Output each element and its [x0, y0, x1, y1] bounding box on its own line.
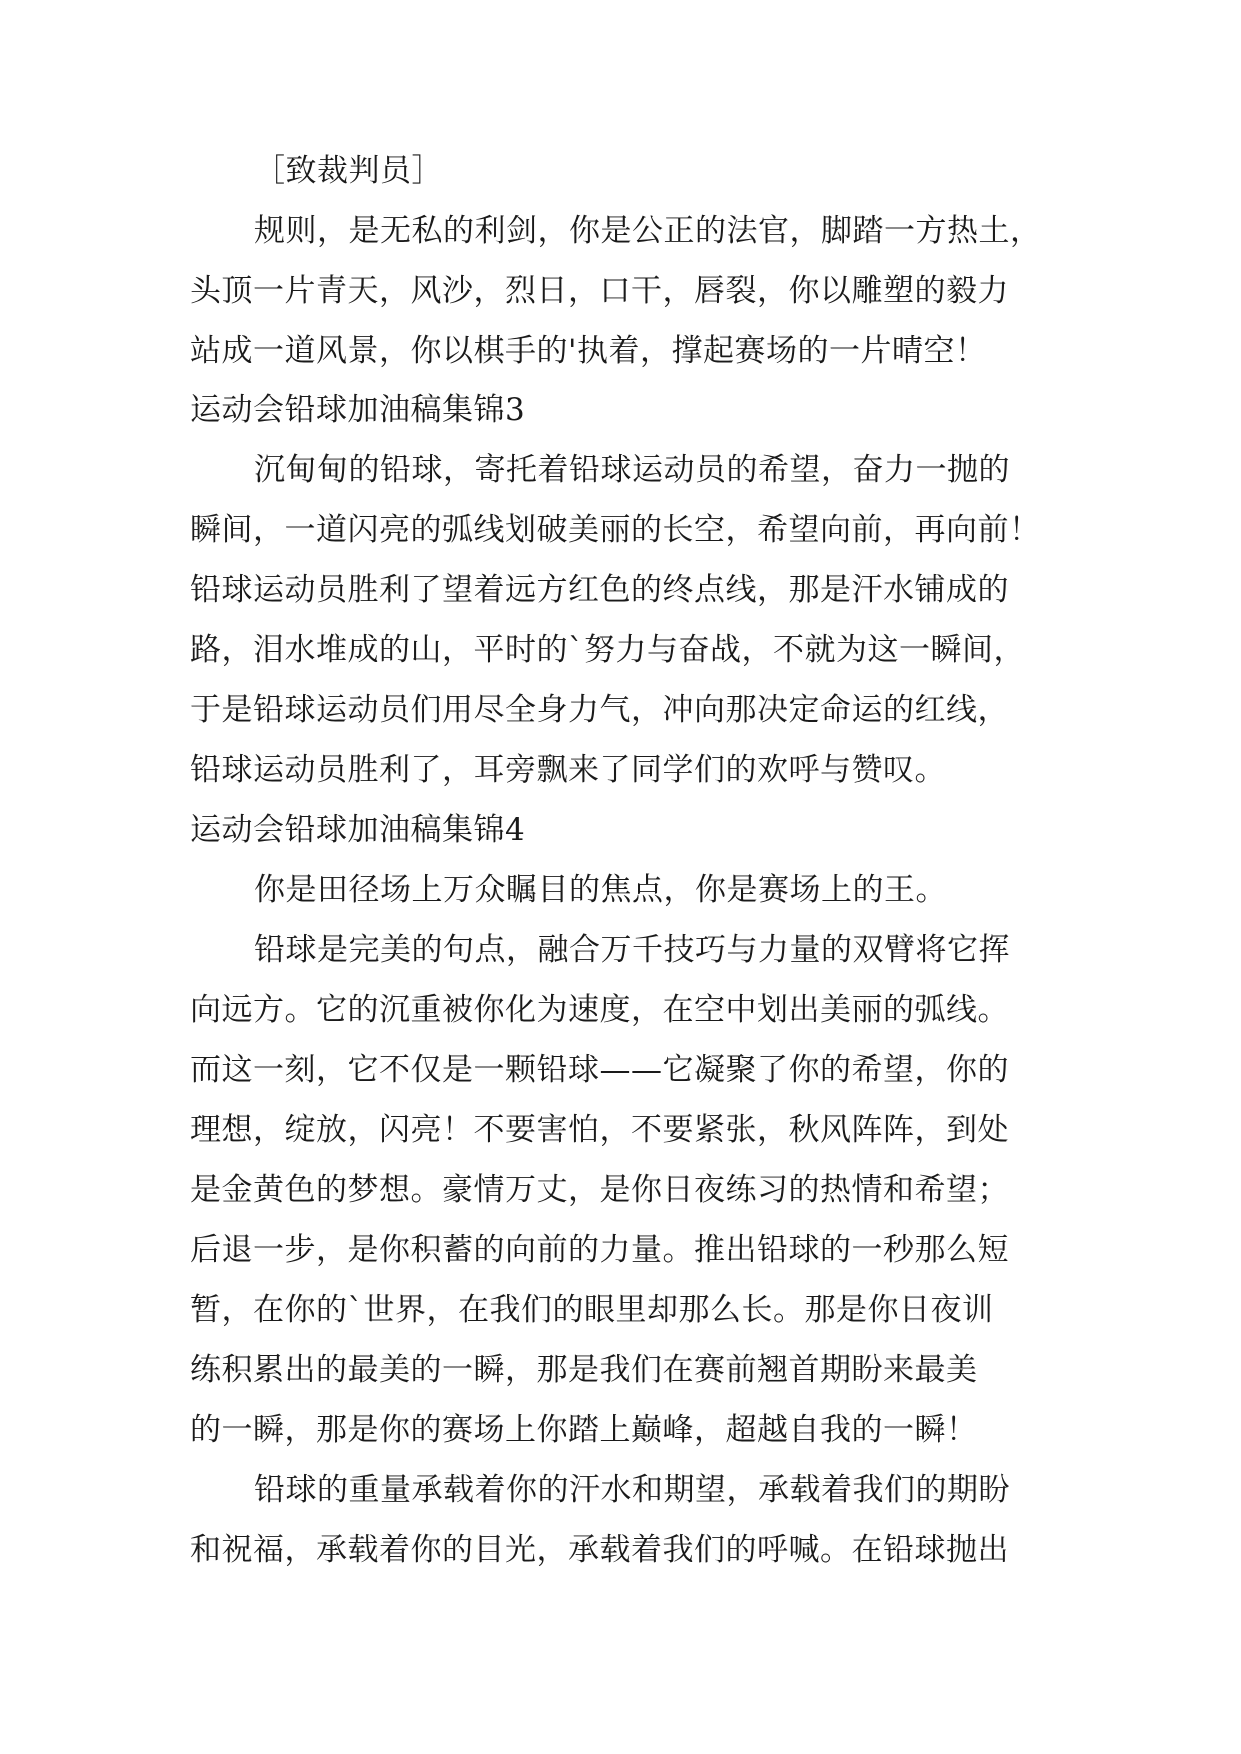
paragraph-line: 规则，是无私的利剑，你是公正的法官，脚踏一方热土，: [254, 213, 1042, 249]
paragraph-line: 铅球运动员胜利了，耳旁飘来了同学们的欢呼与赞叹。: [190, 752, 946, 788]
section-title: 运动会铅球加油稿集锦4: [190, 812, 526, 848]
paragraph-line: 铅球是完美的句点，融合万千技巧与力量的双臂将它挥: [254, 932, 1010, 968]
paragraph-line: 你是田径场上万众瞩目的焦点，你是赛场上的王。: [254, 872, 947, 908]
paragraph-line: 铅球运动员胜利了望着远方红色的终点线，那是汗水铺成的: [190, 572, 1009, 608]
referee-heading: ［致裁判员］: [254, 153, 443, 189]
paragraph-line: 练积累出的最美的一瞬，那是我们在赛前翘首期盼来最美: [190, 1352, 978, 1388]
paragraph-line: 头顶一片青天，风沙，烈日，口干，唇裂，你以雕塑的毅力: [190, 273, 1009, 309]
paragraph-line: 后退一步，是你积蓄的向前的力量。推出铅球的一秒那么短: [190, 1232, 1009, 1268]
paragraph-line: 的一瞬，那是你的赛场上你踏上巅峰，超越自我的一瞬！: [190, 1412, 978, 1448]
paragraph-line: 理想，绽放，闪亮！不要害怕，不要紧张，秋风阵阵，到处: [190, 1112, 1009, 1148]
paragraph-line: 于是铅球运动员们用尽全身力气，冲向那决定命运的红线，: [190, 692, 1009, 728]
paragraph-line: 暂，在你的`世界，在我们的眼里却那么长。那是你日夜训: [190, 1292, 994, 1328]
paragraph-line: 沉甸甸的铅球，寄托着铅球运动员的希望，奋力一抛的: [254, 452, 1010, 488]
section-title: 运动会铅球加油稿集锦3: [190, 392, 526, 428]
paragraph-line: 站成一道风景，你以棋手的'执着，撑起赛场的一片晴空！: [190, 333, 987, 369]
paragraph-line: 向远方。它的沉重被你化为速度，在空中划出美丽的弧线。: [190, 992, 1009, 1028]
paragraph-line: 是金黄色的梦想。豪情万丈，是你日夜练习的热情和希望；: [190, 1172, 1009, 1208]
paragraph-line: 路，泪水堆成的山，平时的`努力与奋战，不就为这一瞬间，: [190, 632, 1025, 668]
paragraph-line: 瞬间，一道闪亮的弧线划破美丽的长空，希望向前，再向前！: [190, 512, 1041, 548]
paragraph-line: 和祝福，承载着你的目光，承载着我们的呼喊。在铅球抛出: [190, 1532, 1009, 1568]
paragraph-line: 铅球的重量承载着你的汗水和期望，承载着我们的期盼: [254, 1472, 1010, 1508]
paragraph-line: 而这一刻，它不仅是一颗铅球——它凝聚了你的希望，你的: [190, 1052, 1009, 1088]
